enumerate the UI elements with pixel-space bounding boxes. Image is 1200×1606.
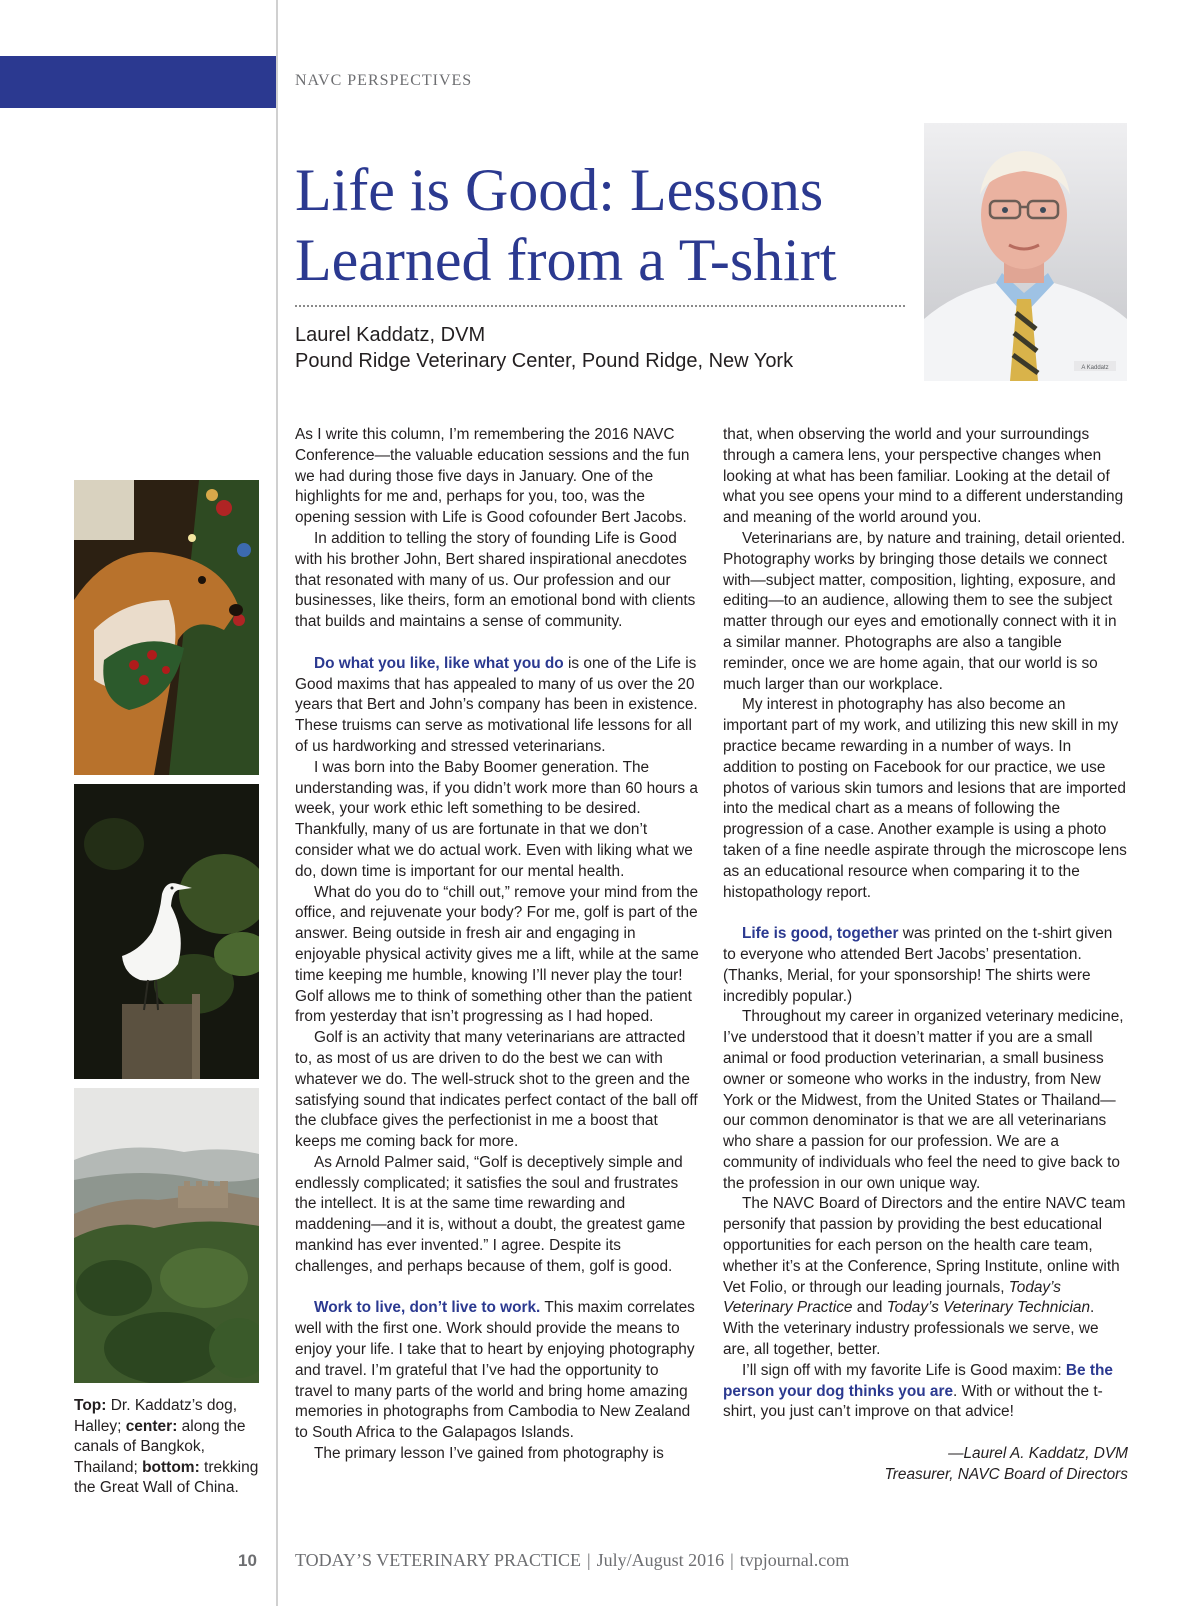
paragraph: Veterinarians are, by nature and training, detail oriented. Photography works by bringing those details we connect with—subject matter, composition, lighting, exposure, and editing—to an audience, allowing them to see the subject matter through our eyes and emotionally connect with it in a similar manner. Photographs are also a tangible reminder, once we are home again, that our world is so much larger than our workplace. bbox=[723, 529, 1126, 693]
caption-center-label: center: bbox=[125, 1417, 178, 1435]
paragraph: As Arnold Palmer said, “Golf is deceptively simple and endlessly complicated; it satisfies the soul and frustrates the intellect. It is at the same time rewarding and maddening—and it is, without a doubt, the greatest game mankind has ever invented.” I agree. Despite its challenges, and perhaps because of them, golf is good. bbox=[295, 1153, 686, 1275]
paragraph-text: . With or without the t-shirt, you just can’t improve on that advice! bbox=[723, 1382, 1103, 1421]
issue-date: July/August 2016 bbox=[596, 1550, 725, 1570]
photo-dog-halley bbox=[74, 480, 259, 775]
website-link[interactable]: tvpjournal.com bbox=[739, 1550, 850, 1570]
author-name: Laurel Kaddatz, DVM bbox=[295, 324, 486, 346]
maxim-heading: Be the person your dog thinks you are bbox=[723, 1361, 1113, 1400]
photo-egret-bangkok bbox=[74, 784, 259, 1079]
author-affiliation: Pound Ridge Veterinary Center, Pound Ridge, New York bbox=[295, 350, 794, 372]
paragraph bbox=[723, 924, 1128, 1007]
section-label: NAVC PERSPECTIVES bbox=[295, 72, 473, 89]
title-line-1: Life is Good: Lessons bbox=[295, 157, 824, 223]
paragraph-text: is one of the Life is Good maxims that has appealed to many of us over the 20 years that Bert and John’s company has been in existence. These truisms can serve as motivational life lessons for all of us hardworking and stressed veterinarians. bbox=[295, 654, 698, 755]
paragraph-text: was printed on the t-shirt given to everyone who attended Bert Jacobs’ presentation. (Thanks, Merial, for your sponsorship! The shirts were incredibly popular.) bbox=[723, 925, 1113, 1005]
dog-photo-illustration bbox=[74, 480, 259, 775]
egret-photo-illustration bbox=[74, 784, 259, 1079]
running-footer bbox=[295, 1550, 849, 1571]
paragraph-text: and bbox=[852, 1299, 887, 1317]
paragraph: My interest in photography has also become an important part of my work, and utilizing this new skill in my practice became rewarding in a number of ways. In addition to posting on Facebook for our practice, we use photos of various skin tumors and lesions that are imported into the medical chart as a means of following the progression of a case. Another example is using a photo taken of a fine needle aspirate through the microscope lens as an educational resource when comparing it to the histopathology report. bbox=[723, 696, 1127, 901]
caption-bottom-label: bottom: bbox=[142, 1458, 200, 1476]
article-column-2 bbox=[723, 425, 1128, 1485]
header-color-bar bbox=[0, 56, 277, 108]
footer-separator: | bbox=[587, 1550, 591, 1570]
page-margin-rule bbox=[276, 0, 278, 1606]
author-portrait bbox=[924, 123, 1127, 381]
page-number: 10 bbox=[238, 1551, 257, 1570]
maxim-heading: Work to live, don’t live to work. bbox=[314, 1299, 541, 1317]
paragraph: The primary lesson I’ve gained from photography is bbox=[314, 1445, 664, 1463]
caption-top-text: Dr. Kaddatz’s dog, Halley; bbox=[74, 1397, 238, 1435]
paragraph-text: . With the veterinary industry professionals we serve, we are, all together, better. bbox=[723, 1299, 1099, 1359]
paragraph bbox=[723, 1194, 1128, 1360]
article-column-1 bbox=[295, 425, 699, 1465]
author-portrait-illustration bbox=[924, 123, 1127, 381]
paragraph-text: I’ll sign off with my favorite Life is Good maxim: bbox=[742, 1361, 1066, 1379]
maxim-heading: Do what you like, like what you do bbox=[314, 654, 564, 672]
portrait-nametag: A Kaddatz bbox=[1081, 365, 1109, 371]
title-line-2: Learned from a T-shirt bbox=[295, 227, 837, 293]
paragraph: Golf is an activity that many veterinarians are attracted to, as most of us are driven to do the best we can with whatever we do. The well-struck shot to the green and the satisfying sound that indicates perfect contact of the ball off the clubface gives the perfectionist in me a boost that keeps me coming back for more. bbox=[295, 1029, 698, 1151]
paragraph-text: This maxim correlates well with the first one. Work should provide the means to enjoy your life. I take that to heart by enjoying photography and travel. I’m grateful that I’ve had the opportunity to travel to many parts of the world and bring home amazing memories in photographs from Cambodia to New Zealand to South Africa to the Galapagos Islands. bbox=[295, 1299, 695, 1442]
photo-great-wall bbox=[74, 1088, 259, 1383]
article-title bbox=[295, 155, 905, 295]
paragraph bbox=[295, 1298, 699, 1444]
signoff-name: —Laurel A. Kaddatz, DVM bbox=[948, 1445, 1128, 1463]
journal-title: Today’s Veterinary Technician bbox=[886, 1299, 1091, 1317]
title-divider bbox=[295, 305, 905, 307]
great-wall-photo-illustration bbox=[74, 1088, 259, 1383]
publication-name: TODAY’S VETERINARY PRACTICE bbox=[295, 1550, 582, 1570]
journal-title: Today’s Veterinary Practice bbox=[723, 1278, 1061, 1317]
maxim-heading: Life is good, together bbox=[742, 925, 899, 943]
footer-separator: | bbox=[730, 1550, 734, 1570]
signoff bbox=[723, 1443, 1128, 1485]
paragraph: In addition to telling the story of founding Life is Good with his brother John, Bert shared inspirational anecdotes that resonated with many of us. Our profession and our businesses, like theirs, form an emotional bond with clients that builds and maintains a sense of community. bbox=[295, 529, 696, 631]
caption-bottom-text: trekking the Great Wall of China. bbox=[74, 1458, 259, 1496]
paragraph: that, when observing the world and your surroundings through a camera lens, your perspective changes when looking at what has been familiar. Looking at the detail of what you see opens your mind to a different understanding and meaning of the world around you. bbox=[723, 426, 1124, 527]
paragraph-text: The NAVC Board of Directors and the entire NAVC team personify that passion by providing the best educational opportunities for each person on the health care team, whether it’s at the Conference, Spring Institute, online with Vet Folio, or through our leading journals, bbox=[723, 1195, 1126, 1296]
photo-caption bbox=[74, 1396, 264, 1499]
paragraph: I was born into the Baby Boomer generation. The understanding was, if you didn’t work more than 60 hours a week, your work ethic left something to be desired. Thankfully, many of us are fortunate in that we don’t consider what we do actual work. Even with liking what we do, down time is important for our mental health. bbox=[295, 758, 698, 880]
caption-top-label: Top: bbox=[74, 1397, 107, 1414]
caption-center-text: along the canals of Bangkok, Thailand; bbox=[74, 1417, 246, 1476]
paragraph: What do you do to “chill out,” remove your mind from the office, and rejuvenate your body? For me, golf is part of the answer. Being outside in fresh air and engaging in enjoyable physical activity gives me a lift, while at the same time keeping me humble, knowing I’ll never play the tour! Golf allows me to think of something other than the patient from yesterday that isn’t progressing as I had hoped. bbox=[295, 883, 699, 1026]
paragraph bbox=[295, 654, 699, 758]
paragraph: As I write this column, I’m remembering the 2016 NAVC Conference—the valuable education sessions and the fun we had during those five days in January. One of the highlights for me and, perhaps for you, too, was the opening session with Life is Good cofounder Bert Jacobs. bbox=[295, 426, 690, 527]
paragraph: Throughout my career in organized veterinary medicine, I’ve understood that it doesn’t matter if you are a small animal or food production veterinarian, a small business owner or someone who works in the industry, from New York or the Midwest, from the United States or Thailand—our common denominator is that we are all veterinarians who share a passion for our profession. We are a community of individuals who feel the need to give back to the profession in our own unique way. bbox=[723, 1008, 1124, 1192]
signoff-title: Treasurer, NAVC Board of Directors bbox=[884, 1466, 1128, 1484]
paragraph bbox=[723, 1361, 1128, 1423]
